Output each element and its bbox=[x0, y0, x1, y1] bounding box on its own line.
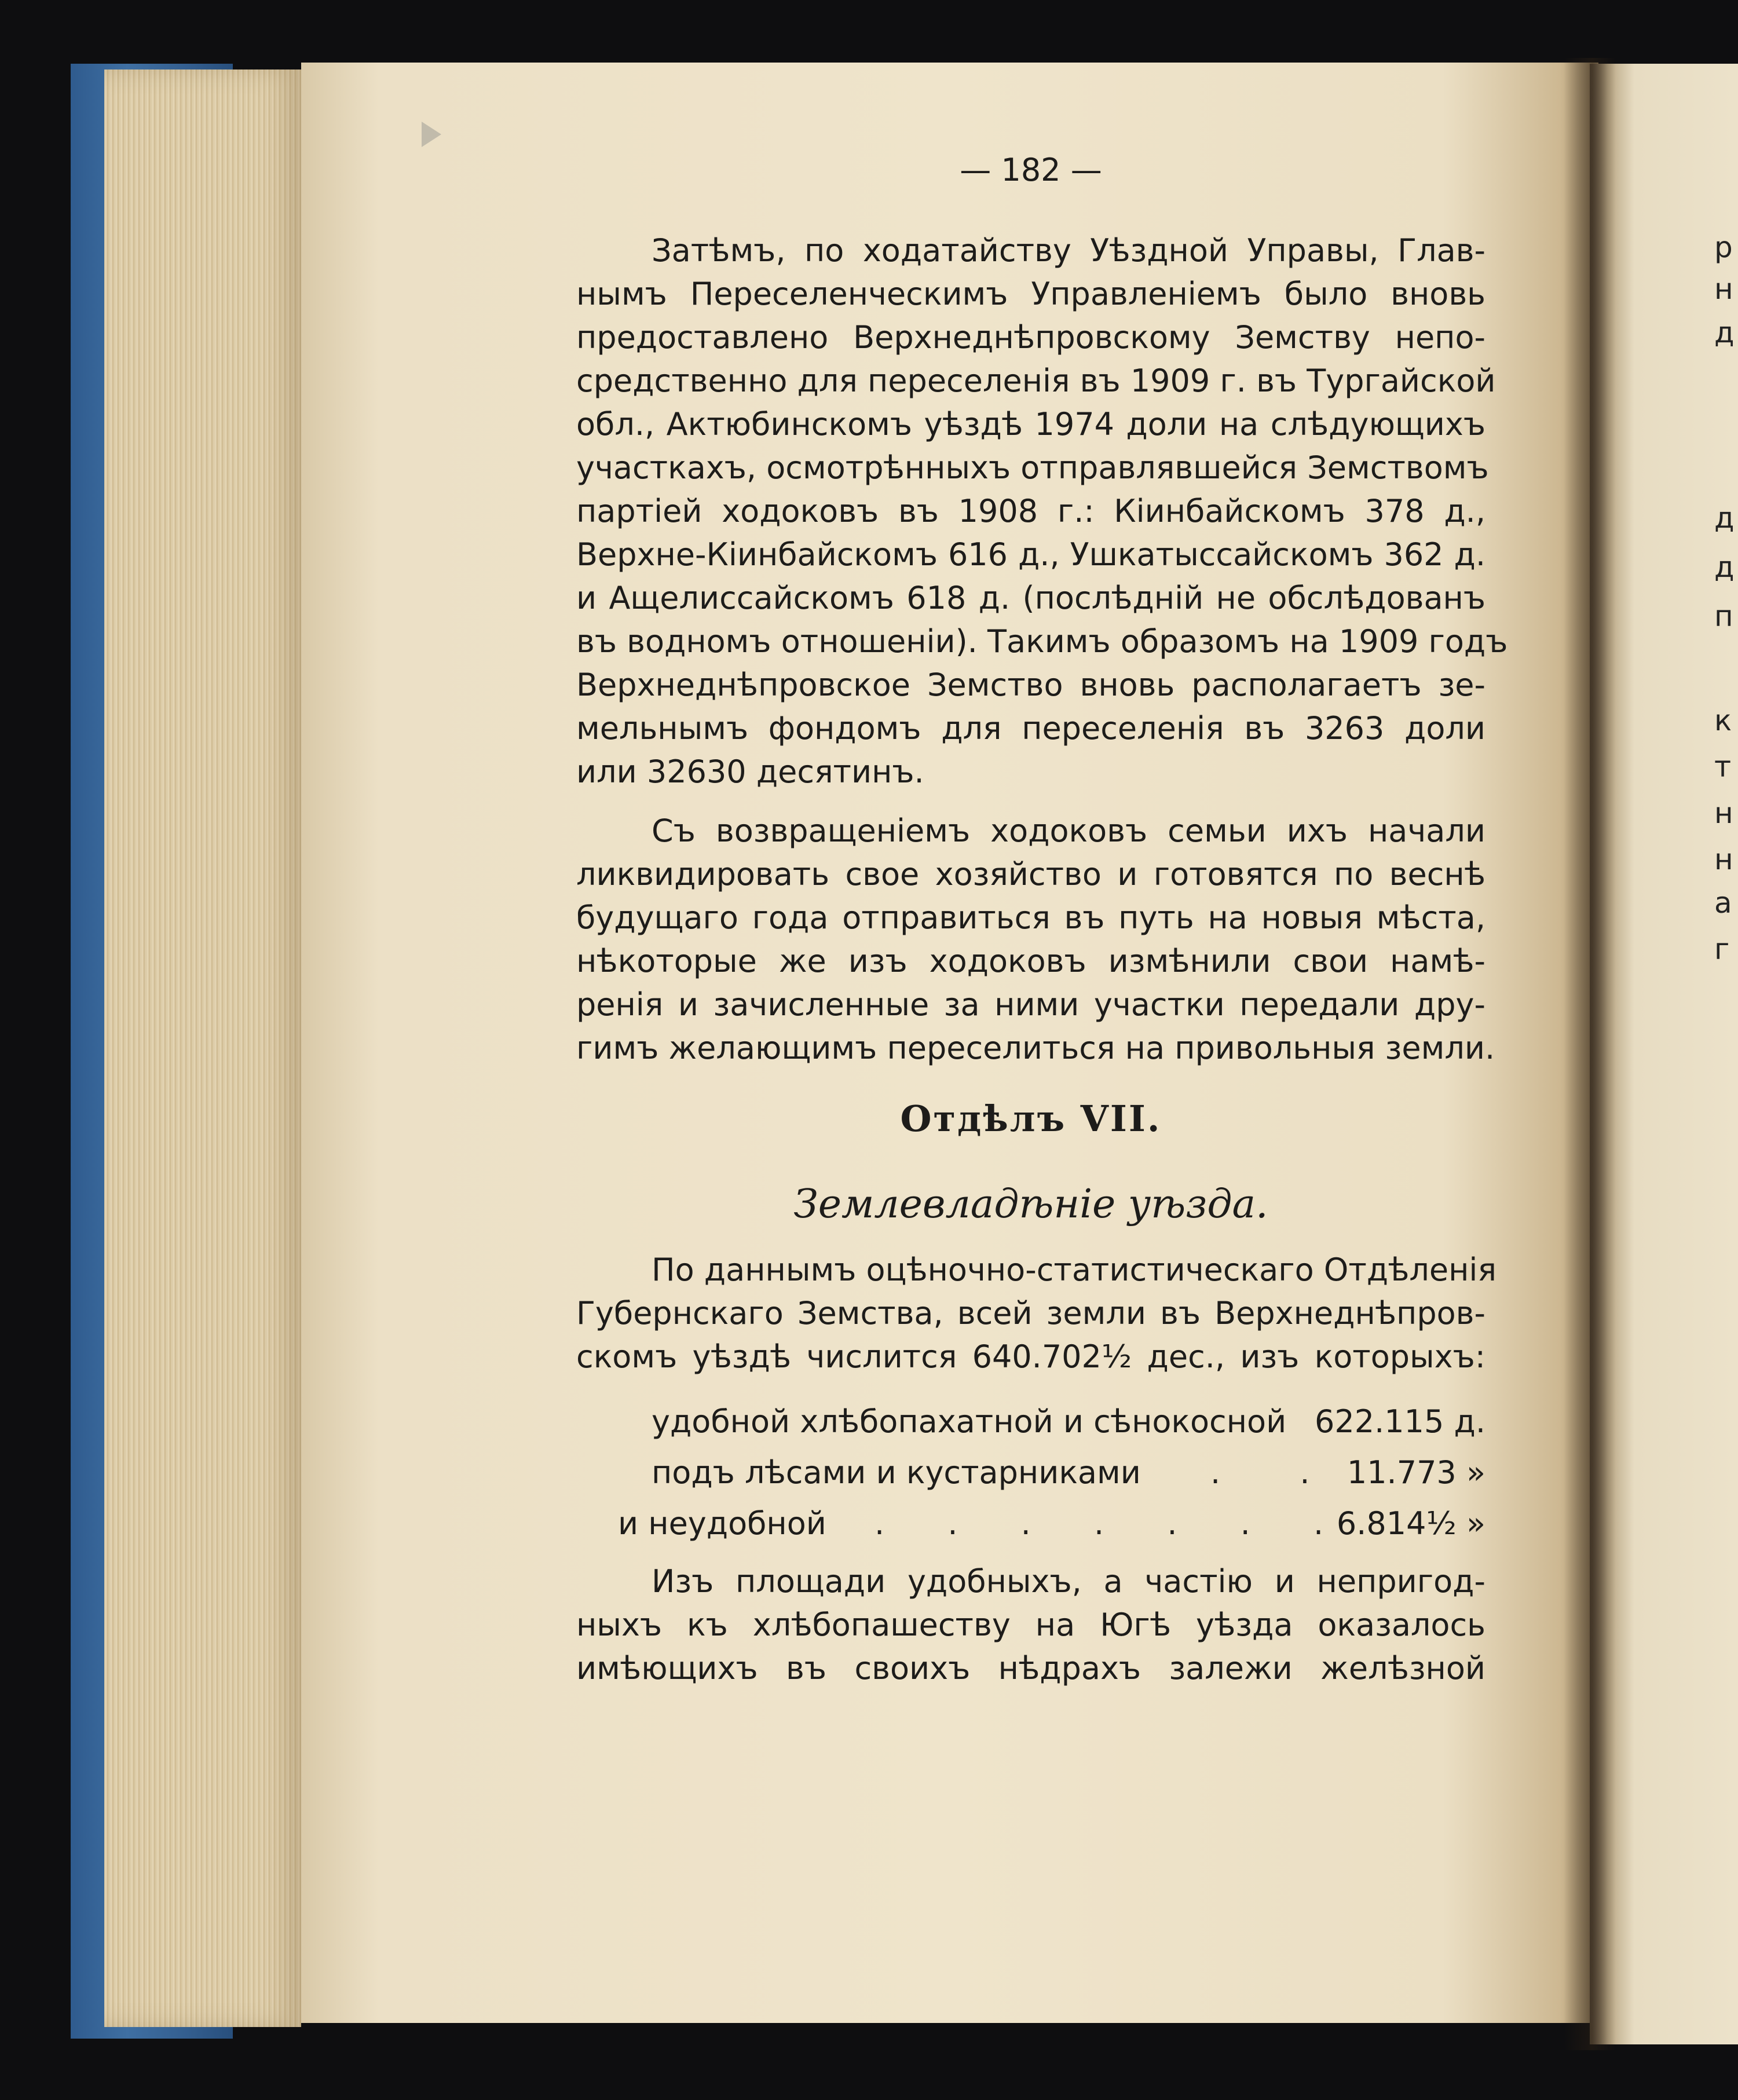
land-item-value: 11.773 » bbox=[1347, 1454, 1485, 1491]
text-line: средственно для переселенія въ 1909 г. въ Тургайской bbox=[576, 363, 1496, 399]
land-item-label: подъ лѣсами и кустарниками bbox=[652, 1454, 1141, 1491]
leader-dots: . . bbox=[1210, 1454, 1345, 1491]
text-line: скомъ уѣздѣ числится 640.702½ дес., изъ которыхъ: bbox=[576, 1338, 1485, 1375]
land-item-value: 622.115 д. bbox=[1315, 1403, 1485, 1440]
text-line: Верхне-Кіинбайскомъ 616 д., Ушкатыссайскомъ 362 д. bbox=[576, 536, 1485, 573]
text-line: имѣющихъ въ своихъ нѣдрахъ залежи желѣзной bbox=[576, 1650, 1485, 1686]
text-line: въ водномъ отношеніи). Такимъ образомъ на 1909 годъ bbox=[576, 623, 1508, 660]
right-page-fragment: д bbox=[1714, 501, 1735, 535]
land-item-value: 6.814½ » bbox=[1336, 1505, 1485, 1542]
right-page-fragment: д bbox=[1714, 550, 1735, 584]
text-line: нѣкоторые же изъ ходоковъ измѣнили свои намѣ- bbox=[576, 943, 1485, 979]
right-page-fragment: н bbox=[1714, 796, 1733, 830]
text-line: будущаго года отправиться въ путь на новыя мѣста, bbox=[576, 899, 1485, 936]
right-page-fragment: к bbox=[1714, 704, 1732, 737]
right-page-fragment: н bbox=[1714, 843, 1733, 876]
text-line: партіей ходоковъ въ 1908 г.: Кіинбайскомъ 378 д., bbox=[576, 493, 1485, 529]
land-item-label: удобной хлѣбопахатной и сѣнокосной bbox=[652, 1403, 1287, 1440]
text-line: ныхъ къ хлѣбопашеству на Югѣ уѣзда оказалось bbox=[576, 1607, 1485, 1643]
text-line: гимъ желающимъ переселиться на привольныя земли. bbox=[576, 1030, 1495, 1066]
page-edges bbox=[104, 69, 301, 2027]
text-line: По даннымъ оцѣночно-статистическаго Отдѣленія bbox=[652, 1252, 1496, 1288]
text-line: и Ащелиссайскомъ 618 д. (послѣдній не обслѣдованъ bbox=[576, 580, 1485, 616]
text-line: участкахъ, осмотрѣнныхъ отправлявшейся Земствомъ bbox=[576, 449, 1489, 486]
text-line: обл., Актюбинскомъ уѣздѣ 1974 доли на слѣдующихъ bbox=[576, 406, 1485, 442]
right-page-fragment: н bbox=[1714, 272, 1733, 306]
right-page-fragment: г bbox=[1714, 932, 1730, 966]
text-line: предоставлено Верхнеднѣпровскому Земству непо- bbox=[576, 319, 1485, 356]
page-number: — 182 — bbox=[960, 152, 1102, 188]
right-page-fragment: д bbox=[1714, 316, 1735, 349]
page-corner-mark bbox=[422, 122, 441, 147]
right-page-fragment: а bbox=[1714, 886, 1732, 920]
text-line: Изъ площади удобныхъ, а частію и непригод- bbox=[652, 1563, 1485, 1600]
text-line: Съ возвращеніемъ ходоковъ семьи ихъ начали bbox=[652, 813, 1485, 849]
text-line: Верхнеднѣпровское Земство вновь располагаетъ зе- bbox=[576, 667, 1485, 703]
book-gutter bbox=[1564, 58, 1616, 2050]
land-item-row bbox=[576, 1450, 1485, 1496]
right-page-fragment: т bbox=[1714, 750, 1732, 784]
text-line: мельнымъ фондомъ для переселенія въ 3263 доли bbox=[576, 710, 1485, 747]
right-page-fragment: р bbox=[1714, 231, 1733, 264]
section-heading: Отдѣлъ VII. bbox=[900, 1097, 1162, 1140]
text-line: Затѣмъ, по ходатайству Уѣздной Управы, Глав- bbox=[652, 232, 1485, 269]
text-line: ренія и зачисленные за ними участки передали дру- bbox=[576, 986, 1485, 1023]
text-line: нымъ Переселенческимъ Управленіемъ было вновь bbox=[576, 276, 1485, 312]
land-item-label: и неудобной bbox=[618, 1505, 826, 1542]
land-item-row bbox=[576, 1399, 1485, 1445]
section-subheading: Землевладѣніе уѣзда. bbox=[793, 1181, 1268, 1227]
text-line: ликвидировать свое хозяйство и готовятся по веснѣ bbox=[576, 856, 1485, 892]
land-item-row bbox=[576, 1501, 1485, 1547]
text-line: или 32630 десятинъ. bbox=[576, 753, 924, 790]
leader-dots: . . . . . . . bbox=[875, 1505, 1351, 1542]
right-page-fragment: п bbox=[1714, 599, 1733, 633]
text-line: Губернскаго Земства, всей земли въ Верхнеднѣпров- bbox=[576, 1295, 1485, 1331]
